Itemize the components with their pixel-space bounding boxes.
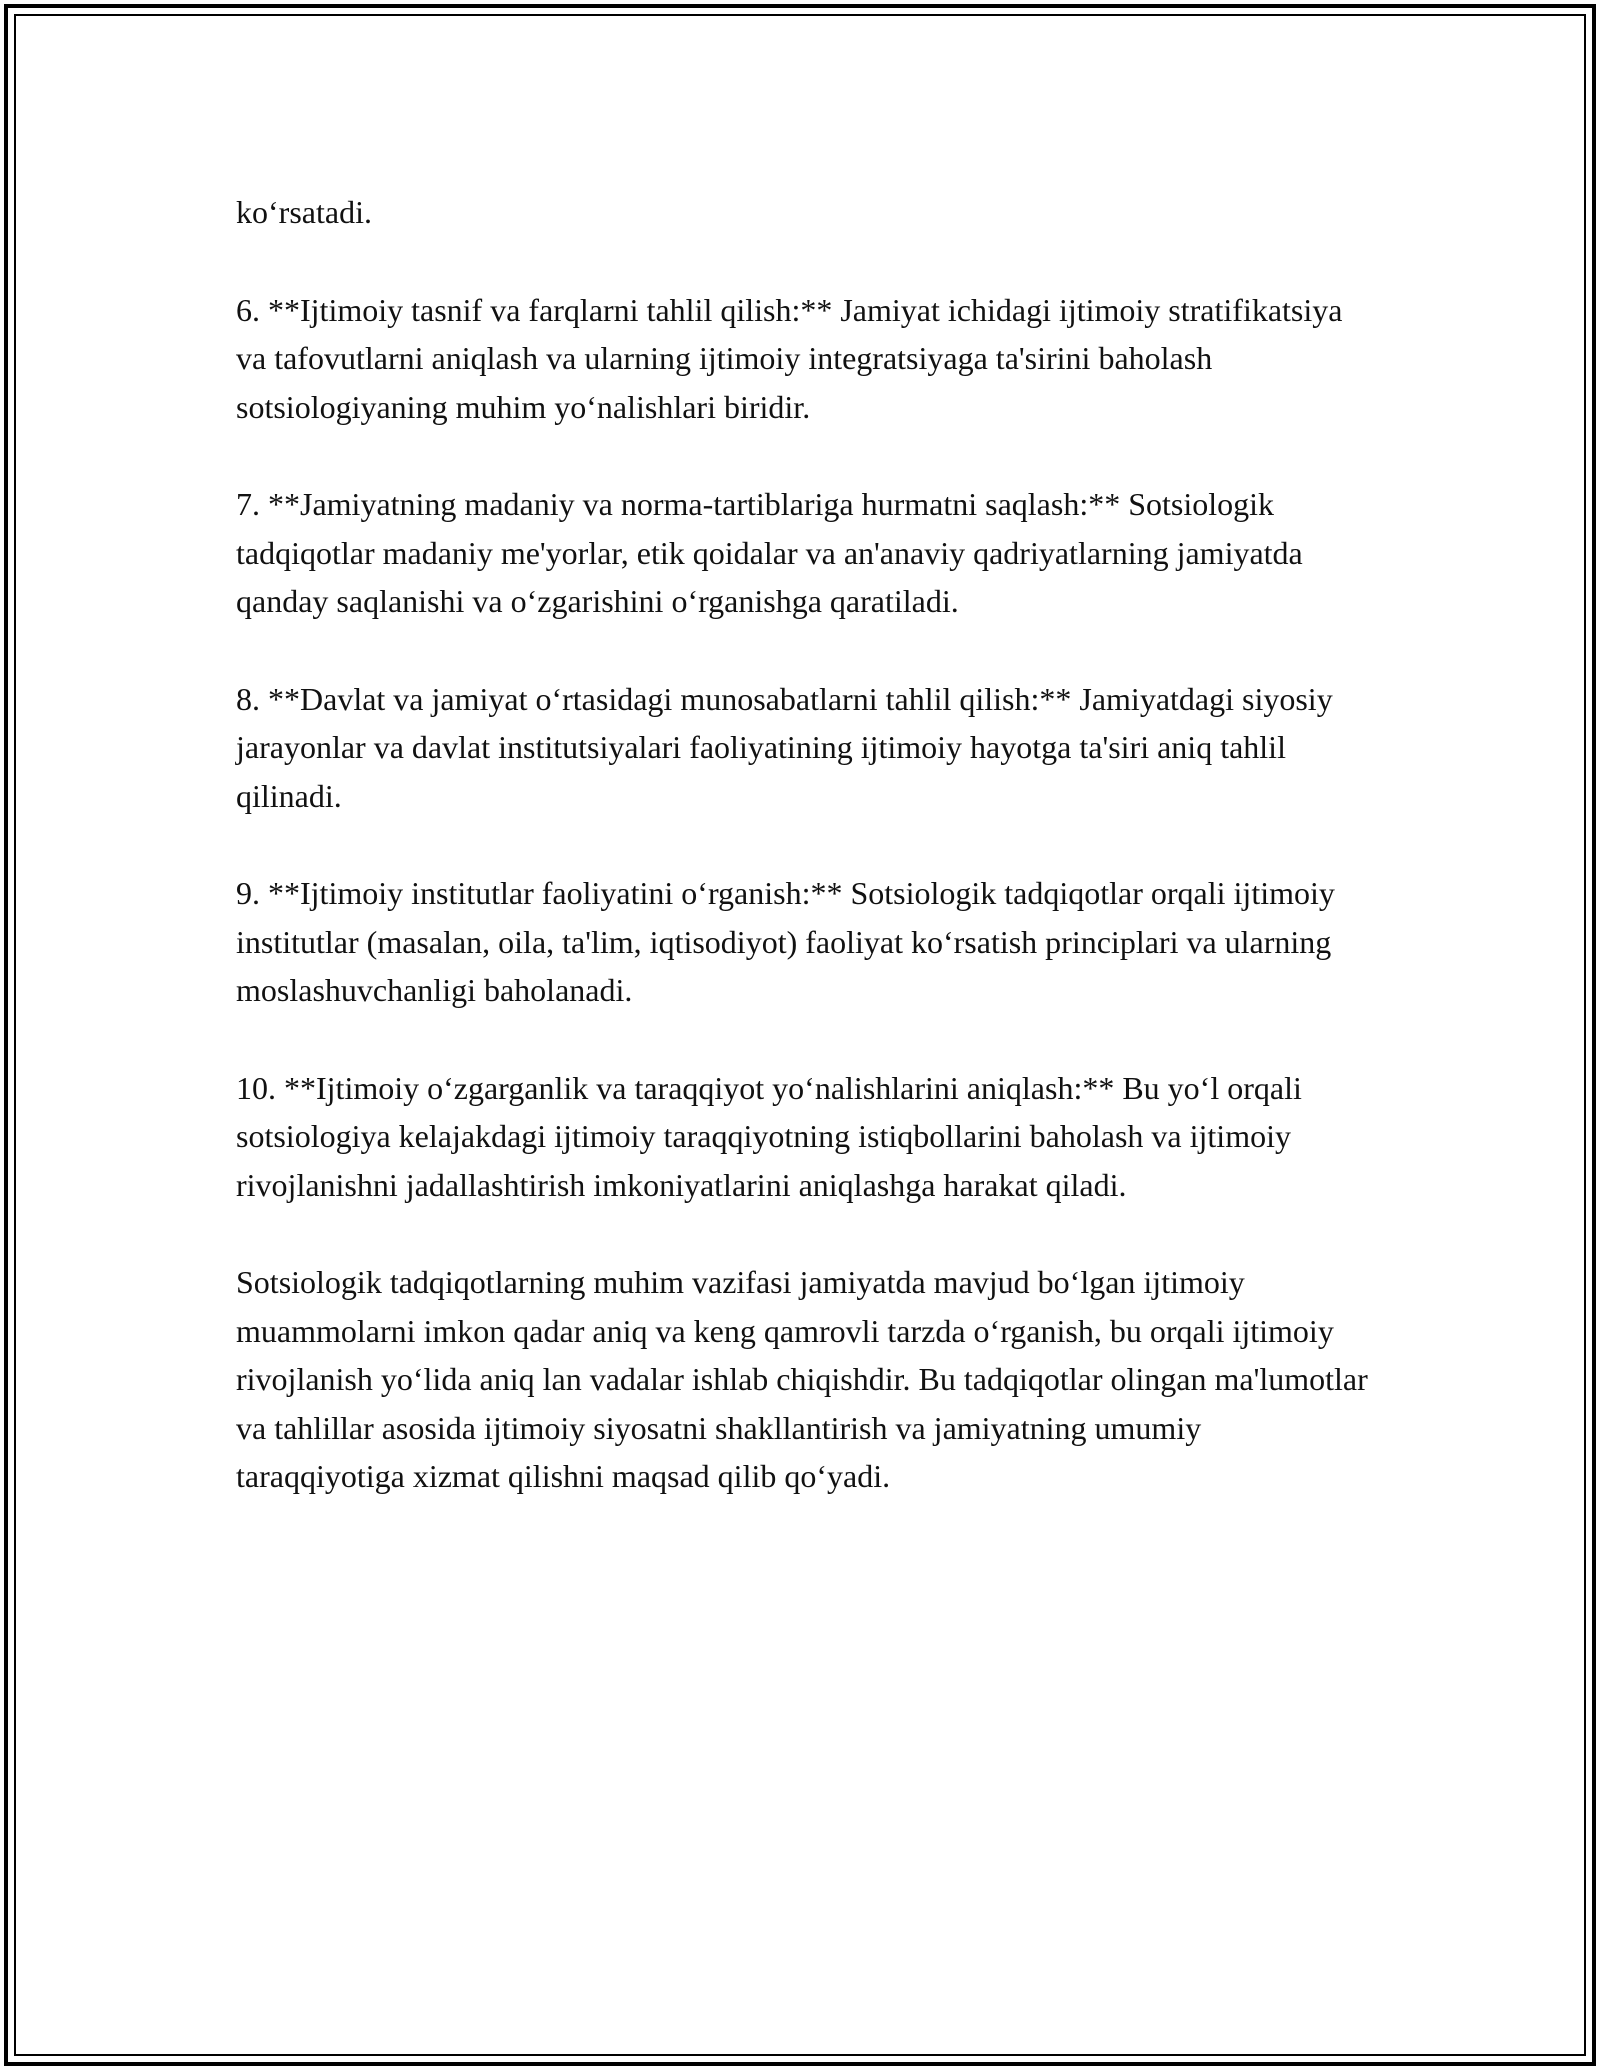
paragraph-conclusion: Sotsiologik tadqiqotlarning muhim vazifasi jamiyatda mavjud bo‘lgan ijtimoiy muammolarni imkon qadar aniq va keng qamrovli tarzda o‘rganish, bu orqali ijtimoiy rivojlanish yo‘lida aniq lan vadalar ishlab chiqishdir. Bu tadqiqotlar olingan ma'lumotlar va tahlillar asosida ijtimoiy siyosatni shakllantirish va jamiyatning umumiy taraqqiyotiga xizmat qilishni maqsad qilib qo‘yadi.: [236, 1264, 1368, 1494]
paragraph-item-7: 7. **Jamiyatning madaniy va norma-tartiblariga hurmatni saqlash:** Sotsiologik tadqiqotlar madaniy me'yorlar, etik qoidalar va an'anaviy qadriyatlarning jamiyatda qanday saqlanishi va o‘zgarishini o‘rganishga qaratiladi.: [236, 486, 1303, 619]
document-body: [236, 188, 1376, 1550]
paragraph-item-10: 10. **Ijtimoiy o‘zgarganlik va taraqqiyot yo‘nalishlarini aniqlash:** Bu yo‘l orqali sotsiologiya kelajakdagi ijtimoiy taraqqiyotning istiqbollarini baholash va ijtimoiy rivojlanishni jadallashtirish imkoniyatlarini aniqlashga harakat qiladi.: [236, 1069, 1302, 1203]
paragraph-continuation: ko‘rsatadi.: [236, 194, 372, 230]
paragraph-item-9: 9. **Ijtimoiy institutlar faoliyatini o‘rganish:** Sotsiologik tadqiqotlar orqali ijtimoiy institutlar (masalan, oila, ta'lim, iqtisodiyot) faoliyat ko‘rsatish principlari va ularning moslashuvchanligi baholanadi.: [236, 875, 1335, 1008]
paragraph-item-8: 8. **Davlat va jamiyat o‘rtasidagi munosabatlarni tahlil qilish:** Jamiyatdagi siyosiy jarayonlar va davlat institutsiyalari faoliyatining ijtimoiy hayotga ta'siri aniq tahlil qilinadi.: [236, 680, 1333, 814]
paragraph-item-6: 6. **Ijtimoiy tasnif va farqlarni tahlil qilish:** Jamiyat ichidagi ijtimoiy stratifikatsiya va tafovutlarni aniqlash va ularning ijtimoiy integratsiyaga ta'sirini baholash sotsiologiyaning muhim yo‘nalishlari biridir.: [236, 291, 1343, 425]
